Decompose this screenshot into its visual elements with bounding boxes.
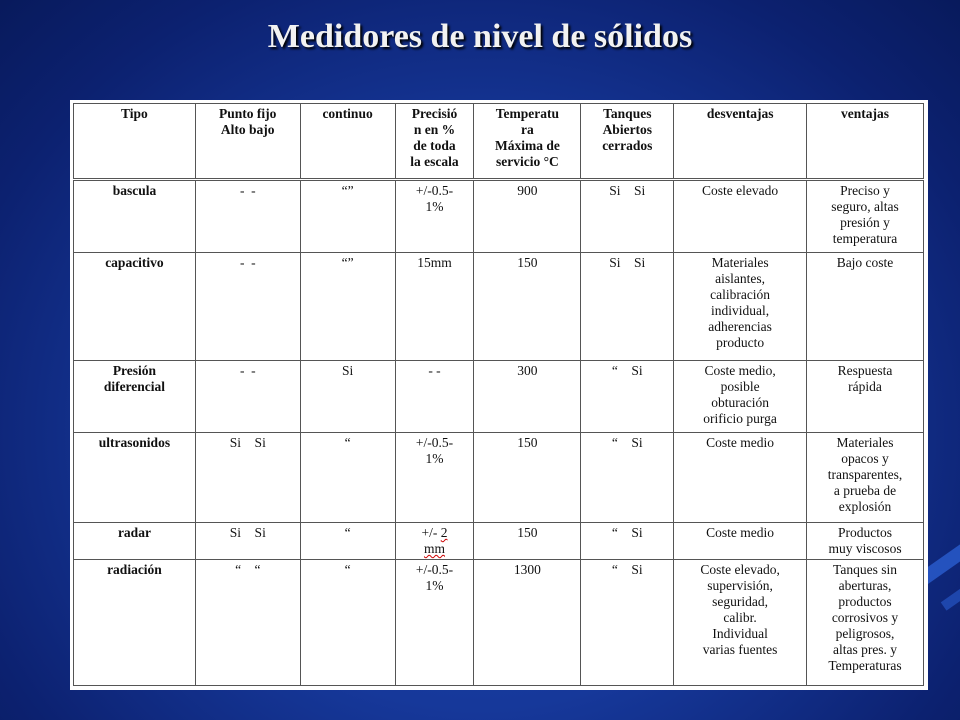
cell-text-line: n en % bbox=[413, 122, 456, 137]
cell-punto-fijo: - - bbox=[195, 181, 300, 253]
cell-text-line: rápida bbox=[848, 379, 882, 394]
table-row bbox=[74, 181, 924, 253]
cell-text-line: varias fuentes bbox=[702, 642, 778, 657]
cell-tanques: “ Si bbox=[581, 433, 674, 523]
cell-tipo bbox=[74, 560, 196, 686]
cell-text-line: desventajas bbox=[706, 106, 774, 121]
table-row bbox=[74, 433, 924, 523]
column-header-tipo bbox=[74, 104, 196, 179]
cell-text-line: adherencias bbox=[708, 319, 772, 334]
cell-text-line: radar bbox=[117, 525, 151, 540]
slide-title: Medidores de nivel de sólidos bbox=[267, 18, 693, 55]
cell-ventajas bbox=[807, 433, 924, 523]
cell-text-line: Punto fijo bbox=[219, 106, 277, 121]
cell-text-line: Materiales bbox=[836, 435, 894, 450]
cell-text-line: calibr. bbox=[723, 610, 757, 625]
cell-tipo bbox=[74, 523, 196, 560]
header-table bbox=[73, 103, 924, 179]
header-row bbox=[74, 104, 924, 179]
cell-text-line: ra bbox=[521, 122, 534, 137]
cell-text-line: Materiales bbox=[711, 255, 769, 270]
cell-text-line: temperatura bbox=[832, 231, 898, 246]
column-header-tanques bbox=[581, 104, 674, 179]
cell-text-line: Tanques sin bbox=[833, 562, 897, 577]
cell-tipo bbox=[74, 253, 196, 361]
column-header-temperatura bbox=[474, 104, 581, 179]
cell-temperatura: 900 bbox=[474, 181, 581, 253]
column-header-punto-fijo bbox=[195, 104, 300, 179]
cell-text-line: a prueba de bbox=[833, 483, 897, 498]
column-header-precision bbox=[395, 104, 474, 179]
cell-text-line: Coste elevado, bbox=[700, 562, 780, 577]
cell-text-line: Temperatu bbox=[495, 106, 560, 121]
cell-text-line: corrosivos y bbox=[831, 610, 899, 625]
cell-precision bbox=[395, 560, 474, 686]
cell-ventajas bbox=[807, 523, 924, 560]
cell-text-line: Alto bajo bbox=[220, 122, 275, 137]
cell-tanques: Si Si bbox=[581, 253, 674, 361]
cell-ventajas bbox=[807, 181, 924, 253]
cell-precision bbox=[395, 181, 474, 253]
cell-text-line: radiación bbox=[107, 562, 162, 577]
cell-desventajas bbox=[674, 433, 807, 523]
cell-text-line: 15mm bbox=[417, 255, 452, 270]
cell-text-line: seguro, altas bbox=[831, 199, 899, 214]
cell-ventajas bbox=[807, 361, 924, 433]
cell-text-line: +/- bbox=[421, 525, 441, 540]
cell-text-line: opacos y bbox=[841, 451, 889, 466]
cell-text-line: Tipo bbox=[121, 106, 148, 121]
cell-text-line: Productos bbox=[838, 525, 892, 540]
cell-text-line: individual, bbox=[711, 303, 770, 318]
decorative-stripe bbox=[941, 579, 960, 610]
cell-tanques: “ Si bbox=[581, 361, 674, 433]
cell-text-line: Individual bbox=[712, 626, 768, 641]
cell-text-line: supervisión, bbox=[707, 578, 773, 593]
cell-text-line: +/-0.5- bbox=[415, 562, 454, 577]
cell-text-line: Temperaturas bbox=[828, 658, 902, 673]
cell-desventajas bbox=[674, 361, 807, 433]
cell-text-line: Respuesta bbox=[837, 363, 893, 378]
cell-text-line: producto bbox=[716, 335, 765, 350]
cell-ventajas bbox=[807, 560, 924, 686]
cell-text-line: presión y bbox=[840, 215, 890, 230]
cell-text-line: Bajo coste bbox=[836, 255, 894, 270]
cell-text-line: Precisió bbox=[411, 106, 458, 121]
cell-text-line: peligrosos, bbox=[835, 626, 895, 641]
cell-desventajas bbox=[674, 560, 807, 686]
cell-precision bbox=[395, 253, 474, 361]
cell-text-line: servicio °C bbox=[496, 154, 559, 169]
cell-text-line: productos bbox=[838, 594, 892, 609]
cell-text-line: Coste medio bbox=[706, 525, 775, 540]
cell-text-line: ultrasonidos bbox=[98, 435, 171, 450]
cell-text-line: calibración bbox=[710, 287, 771, 302]
cell-desventajas bbox=[674, 523, 807, 560]
cell-punto-fijo: - - bbox=[195, 253, 300, 361]
cell-text-line: aberturas, bbox=[838, 578, 892, 593]
data-table bbox=[73, 180, 924, 686]
cell-tanques: “ Si bbox=[581, 560, 674, 686]
cell-text-line: aislantes, bbox=[715, 271, 766, 286]
cell-text-line: 1% bbox=[425, 578, 444, 593]
cell-text-line: diferencial bbox=[103, 379, 166, 394]
cell-precision bbox=[395, 361, 474, 433]
cell-precision bbox=[395, 523, 474, 560]
cell-punto-fijo: “ “ bbox=[195, 560, 300, 686]
cell-text-line: obturación bbox=[711, 395, 769, 410]
cell-text-line: seguridad, bbox=[712, 594, 769, 609]
cell-desventajas bbox=[674, 181, 807, 253]
table-panel bbox=[70, 100, 928, 690]
cell-text-line: capacitivo bbox=[105, 255, 164, 270]
cell-continuo: “ bbox=[300, 433, 395, 523]
cell-tipo bbox=[74, 181, 196, 253]
cell-text-line: continuo bbox=[322, 106, 373, 121]
cell-continuo: Si bbox=[300, 361, 395, 433]
column-header-desventajas bbox=[674, 104, 807, 179]
cell-text-line: Coste elevado bbox=[702, 183, 779, 198]
cell-text-line: - - bbox=[428, 363, 441, 378]
cell-punto-fijo: Si Si bbox=[195, 433, 300, 523]
cell-desventajas bbox=[674, 253, 807, 361]
cell-text-line: la escala bbox=[410, 154, 459, 169]
cell-text-line: Preciso y bbox=[840, 183, 890, 198]
cell-text-line: Tanques bbox=[603, 106, 652, 121]
cell-tipo bbox=[74, 433, 196, 523]
cell-text-line: Máxima de bbox=[494, 138, 560, 153]
cell-text-line: muy viscosos bbox=[828, 541, 902, 556]
cell-text-line: mm bbox=[423, 541, 445, 556]
cell-temperatura: 150 bbox=[474, 253, 581, 361]
cell-temperatura: 150 bbox=[474, 523, 581, 560]
cell-text-line: +/-0.5- bbox=[415, 435, 454, 450]
cell-text-line: bascula bbox=[112, 183, 157, 198]
cell-tanques: “ Si bbox=[581, 523, 674, 560]
table-row bbox=[74, 361, 924, 433]
cell-text-line: orificio purga bbox=[703, 411, 777, 426]
cell-text-line: explosión bbox=[838, 499, 892, 514]
cell-temperatura: 300 bbox=[474, 361, 581, 433]
cell-text-line: Coste medio bbox=[706, 435, 775, 450]
cell-text-line: 1% bbox=[425, 451, 444, 466]
cell-text-line: de toda bbox=[413, 138, 456, 153]
table-row bbox=[74, 523, 924, 560]
table-row bbox=[74, 560, 924, 686]
cell-text-line: Coste medio, bbox=[704, 363, 776, 378]
cell-text-line: ventajas bbox=[841, 106, 890, 121]
cell-tipo bbox=[74, 361, 196, 433]
cell-continuo: “ bbox=[300, 523, 395, 560]
column-header-ventajas bbox=[807, 104, 924, 179]
cell-continuo: “” bbox=[300, 181, 395, 253]
table-row bbox=[74, 253, 924, 361]
cell-ventajas bbox=[807, 253, 924, 361]
cell-text-line: Presión bbox=[112, 363, 157, 378]
cell-text-line: cerrados bbox=[602, 138, 653, 153]
cell-tanques: Si Si bbox=[581, 181, 674, 253]
cell-text-line: posible bbox=[720, 379, 760, 394]
cell-continuo: “ bbox=[300, 560, 395, 686]
cell-temperatura: 1300 bbox=[474, 560, 581, 686]
cell-temperatura: 150 bbox=[474, 433, 581, 523]
column-header-continuo bbox=[300, 104, 395, 179]
cell-text-line: 2 bbox=[440, 525, 448, 540]
cell-text-line: altas pres. y bbox=[832, 642, 898, 657]
cell-text-line: 1% bbox=[425, 199, 444, 214]
cell-text-line: +/-0.5- bbox=[415, 183, 454, 198]
cell-text-line: Abiertos bbox=[602, 122, 653, 137]
cell-precision bbox=[395, 433, 474, 523]
cell-punto-fijo: - - bbox=[195, 361, 300, 433]
cell-continuo: “” bbox=[300, 253, 395, 361]
cell-punto-fijo: Si Si bbox=[195, 523, 300, 560]
cell-text-line: transparentes, bbox=[827, 467, 903, 482]
